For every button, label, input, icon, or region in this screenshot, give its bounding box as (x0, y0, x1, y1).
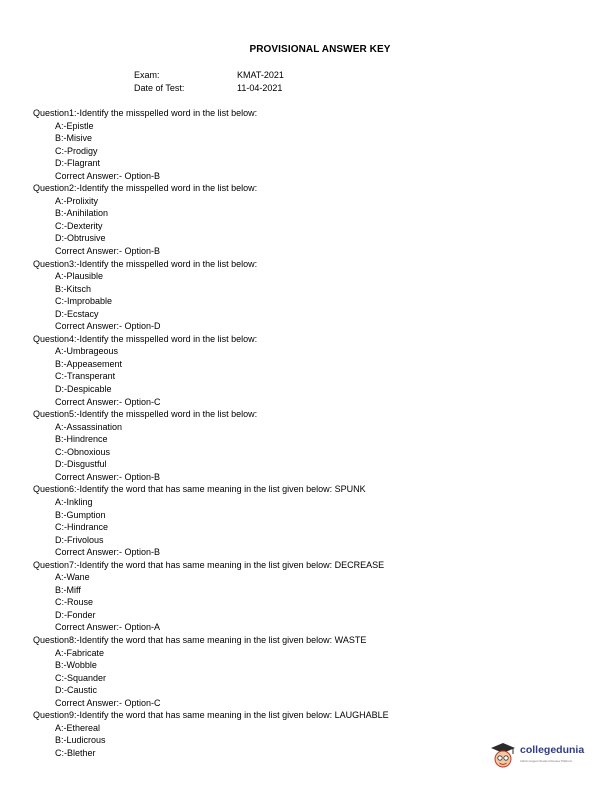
date-row (134, 83, 282, 93)
question-text: Question7:-Identify the word that has same meaning in the list given below: DECREASE (33, 559, 385, 570)
correct-answer: Correct Answer:- Option-D (55, 321, 161, 332)
question-block (33, 107, 389, 182)
answer-option: D:-Obtrusive (55, 233, 106, 244)
question-block (33, 559, 389, 634)
answer-option: D:-Disgustful (55, 459, 107, 470)
question-text: Question5:-Identify the misspelled word in the list below: (33, 409, 258, 420)
question-text: Question4:-Identify the misspelled word in the list below: (33, 333, 258, 344)
question-block (33, 182, 389, 257)
graduate-mascot-icon (490, 742, 516, 770)
question-block (33, 483, 389, 558)
correct-answer: Correct Answer:- Option-B (55, 246, 161, 257)
question-text: Question9:-Identify the word that has same meaning in the list given below: LAUGHABLE (33, 710, 389, 721)
watermark-logo (490, 742, 602, 772)
question-text: Question2:-Identify the misspelled word in the list below: (33, 183, 258, 194)
exam-label: Exam: (134, 70, 160, 80)
question-text: Question6:-Identify the word that has same meaning in the list given below: SPUNK (33, 484, 366, 495)
answer-option: D:-Fonder (55, 609, 96, 620)
answer-option: C:-Blether (55, 747, 96, 758)
answer-option: B:-Anihilation (55, 208, 109, 219)
exam-row (134, 70, 284, 80)
answer-option: A:-Wane (55, 572, 90, 583)
question-text: Question3:-Identify the misspelled word in the list below: (33, 258, 258, 269)
answer-option: B:-Appeasement (55, 358, 123, 369)
answer-option: D:-Frivolous (55, 534, 104, 545)
answer-option: A:-Fabricate (55, 647, 105, 658)
answer-option: B:-Gumption (55, 509, 106, 520)
answer-option: B:-Miff (55, 584, 81, 595)
question-block (33, 408, 389, 483)
correct-answer: Correct Answer:- Option-B (55, 547, 161, 558)
brand-name: collegedunia (520, 744, 585, 756)
answer-option: B:-Wobble (55, 660, 97, 671)
answer-option: A:-Umbrageous (55, 346, 119, 357)
question-text: Question8:-Identify the word that has same meaning in the list given below: WASTE (33, 634, 367, 645)
answer-option: C:-Transperant (55, 371, 116, 382)
correct-answer: Correct Answer:- Option-B (55, 170, 161, 181)
answer-option: A:-Prolixity (55, 195, 99, 206)
brand-tagline: India's largest Student Review Platform (520, 759, 573, 763)
question-text: Question1:-Identify the misspelled word in the list below: (33, 108, 258, 118)
answer-option: A:-Ethereal (55, 722, 101, 733)
question-block (33, 258, 389, 333)
answer-option: B:-Kitsch (55, 283, 92, 294)
correct-answer: Correct Answer:- Option-A (55, 622, 161, 633)
correct-answer: Correct Answer:- Option-C (55, 396, 161, 407)
answer-option: D:-Despicable (55, 384, 112, 395)
question-list (33, 107, 389, 759)
answer-option: C:-Hindrance (55, 522, 109, 533)
date-value: 11-04-2021 (237, 83, 283, 93)
answer-option: A:-Epistle (55, 120, 94, 131)
question-block (33, 709, 389, 759)
answer-option: C:-Rouse (55, 597, 94, 608)
correct-answer: Correct Answer:- Option-B (55, 471, 161, 482)
exam-value: KMAT-2021 (237, 70, 284, 80)
answer-option: A:-Inkling (55, 496, 93, 507)
answer-option: B:-Hindrence (55, 434, 108, 445)
answer-option: D:-Caustic (55, 685, 98, 696)
answer-option: B:-Misive (55, 133, 93, 144)
date-label: Date of Test: (134, 83, 185, 93)
correct-answer: Correct Answer:- Option-C (55, 697, 161, 708)
question-block (33, 634, 389, 709)
answer-option: C:-Prodigy (55, 145, 98, 156)
answer-option: D:-Flagrant (55, 158, 101, 169)
answer-option: C:-Improbable (55, 296, 113, 307)
answer-option: C:-Dexterity (55, 220, 103, 231)
answer-option: A:-Plausible (55, 271, 104, 282)
page-title: PROVISIONAL ANSWER KEY (249, 44, 391, 55)
answer-option: D:-Ecstacy (55, 308, 99, 319)
answer-option: A:-Assassination (55, 421, 123, 432)
answer-option: C:-Squander (55, 672, 107, 683)
answer-option: B:-Ludicrous (55, 735, 106, 746)
question-block (33, 333, 389, 408)
answer-option: C:-Obnoxious (55, 446, 111, 457)
